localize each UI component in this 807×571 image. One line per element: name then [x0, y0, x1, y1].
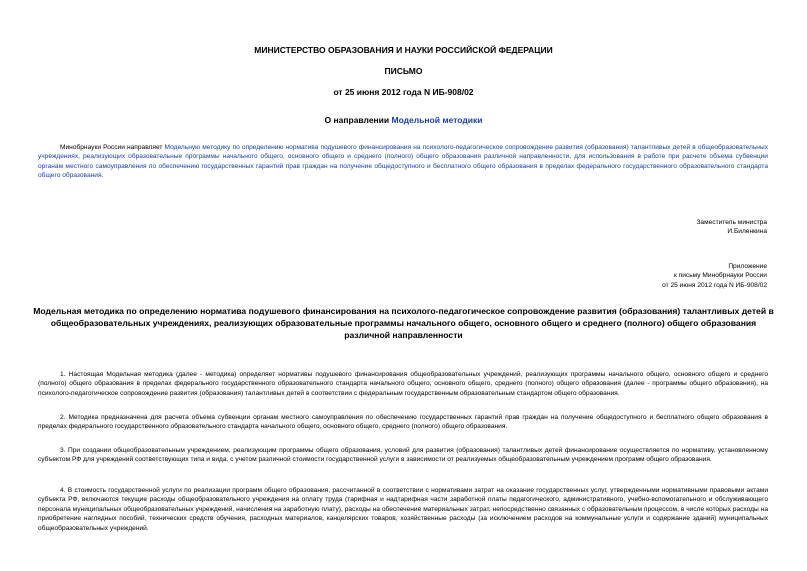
ministry-heading: МИНИСТЕРСТВО ОБРАЗОВАНИЯ И НАУКИ РОССИЙСКОЙ ФЕДЕРАЦИИ — [254, 45, 553, 55]
intro-link[interactable]: Модельную методику по определению норматива подушевого финансирования на психолого-педагогическое сопровождение развития (образования) талантливых детей в общеобразовательных учреждениях, реализующих образовательные программы начального общего, основного общего и среднего (полного) общего образования различной направленности, для использования в работе при расчете объема субвенции органам местного самоуправления по обеспечению государственных гарантий прав граждан на получение общедоступного и бесплатного общего образования в пределах федерального государственного образовательного стандарта общего образования. — [38, 144, 768, 180]
doc-type-heading: ПИСЬМО — [384, 66, 423, 76]
paragraph-1: 1. Настоящая Модельная методика (далее - методика) определяет нормативы подушевого финансирования общеобразовательных учреждений, реализующих программы начального общего, основного общего и среднего (полного) общего образования в пределах федерального государственного образовательного стандарта начального общего, основного общего, среднего (полного) общего образования (далее - программы общего образования), на психолого-педагогическое сопровождение развития (образования) талантливых детей в соответствии с федеральным государственным образовательным стандартом общего образования. — [38, 371, 768, 397]
appendix-letter: к письму Минобрнауки России — [673, 272, 767, 280]
appendix-label: Приложение — [728, 263, 767, 270]
appendix-date: от 25 июня 2012 года N ИБ-908/02 — [662, 281, 767, 289]
paragraph-2: 2. Методика предназначена для расчета объема субвенции органам местного самоуправления по обеспечению государственных гарантий прав граждан на получение общедоступного и бесплатного общего образования в пределах федерального государственного образовательного стандарта начального общего, основного общего, среднего (полного) общего образования. — [38, 414, 768, 431]
paragraph-3: 3. При создании общеобразовательным учреждением, реализующим программы общего образования, условий для развития (образования) талантливых детей финансирование осуществляется по нормативу, установленному субъектом РФ для учреждений соответствующих типа и вида, с учетом различной стоимости государственной услуги в зависимости от реализуемых общеобразовательным учреждением программ общего образования. — [38, 447, 768, 464]
subject-prefix: О направлении — [324, 115, 392, 125]
intro-prefix: Минобрнауки России направляет — [60, 144, 165, 151]
intro-paragraph — [38, 143, 768, 181]
signature-block — [696, 218, 767, 237]
method-title: Модельная методика по определению норматива подушевого финансирования на психолого-педагогическое сопровождение развития (образования) талантливых детей в общеобразовательных учреждениях, реализующих образовательные программы начального общего, основного общего и среднего (полного) общего образования различной направленности — [33, 306, 774, 340]
signature-position: Заместитель министра — [696, 219, 767, 226]
subject-link[interactable]: Модельной методики — [391, 115, 483, 125]
appendix-block — [662, 262, 767, 290]
subject-heading — [0, 115, 807, 125]
paragraph-4: 4. В стоимость государственной услуги по реализации программ общего образования, рассчитанной в соответствии с нормативами затрат на оказание государственных услуг, утвержденными нормативными правовыми актами субъекта РФ, включаются текущие расходы общеобразовательного учреждения на оплату труда (тарифная и надтарифная части заработной платы педагогического, административного, учебно-вспомогательного и обслуживающего персонала муниципальных общеобразовательных учреждений, начисления на заработную плату), расходы на обеспечение материальных затрат, непосредственно связанных с образовательным процессом, в числе которых расходы на приобретение наглядных пособий, технических средств обучения, расходных материалов, канцелярских товаров, хозяйственные расходы (за исключением расходов на коммунальные услуги и содержание зданий) муниципальных общеобразовательных учреждений. — [38, 487, 768, 532]
signature-name: И.Биленкина — [727, 228, 767, 236]
date-number-heading: от 25 июня 2012 года N ИБ-908/02 — [333, 87, 474, 97]
